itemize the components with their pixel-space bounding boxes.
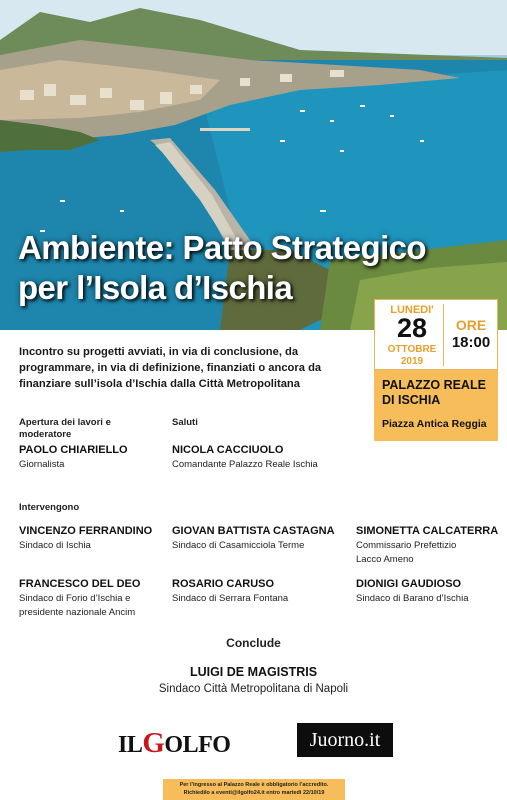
- speaker-role: Commissario Prefettizio Lacco Ameno: [356, 540, 457, 565]
- conclusion-role: Sindaco Città Metropolitana di Napoli: [158, 683, 349, 695]
- speaker-name: VINCENZO FERRANDINO: [19, 525, 153, 537]
- greetings-label: Saluti: [172, 417, 198, 428]
- opening-label: Apertura dei lavori e moderatore: [19, 417, 111, 440]
- speaker-role: Sindaco di Barano d’Ischia: [356, 593, 469, 604]
- date-divider: [443, 304, 444, 366]
- speaker-name: DIONIGI GAUDIOSO: [356, 578, 462, 590]
- speaker-name: ROSARIO CARUSO: [172, 578, 275, 590]
- event-title-line1: Ambiente: Patto Strategico: [18, 229, 426, 266]
- speaker-role: Sindaco di Casamicciola Terme: [172, 540, 305, 551]
- speaker-role: Sindaco di Serrara Fontana: [172, 593, 289, 604]
- intro-text: Incontro su progetti avviati, in via di conclusione, da programmare, in via di definizione, finanziati o ancora da finanziare sull’isola d’Ischia dalla Città Metropolitana: [19, 346, 322, 390]
- speaker-name: GIOVAN BATTISTA CASTAGNA: [172, 525, 335, 537]
- speaker-role: Sindaco di Forio d’Ischia e presidente nazionale Ancim: [19, 593, 136, 618]
- ilgolfo-logo: [118, 727, 230, 757]
- time-label: ORE: [455, 317, 487, 333]
- conclusion-label: Conclude: [226, 636, 281, 650]
- venue-place: Piazza Antica Reggia: [382, 418, 487, 430]
- day-number: 28: [396, 313, 428, 343]
- moderator-role: Giornalista: [19, 459, 65, 470]
- year: 2019: [400, 356, 424, 367]
- accreditation-note: [163, 779, 345, 800]
- accreditation-line2: Richiedilo a eventi@ilgolfo24.it entro martedì 22/10/19: [183, 789, 325, 796]
- ilgolfo-logo-olfo: OLFO: [164, 732, 231, 758]
- speakers-label: Intervengono: [19, 502, 80, 513]
- accreditation-line1: Per l’ingresso al Palazzo Reale è obbligatorio l’accredito.: [179, 782, 329, 788]
- ilgolfo-logo-g: G: [142, 727, 165, 759]
- event-title: [18, 228, 426, 308]
- month: OTTOBRE: [387, 344, 437, 355]
- speaker-name: FRANCESCO DEL DEO: [19, 578, 141, 590]
- greetings-name: NICOLA CACCIUOLO: [172, 444, 284, 456]
- ilgolfo-logo-il: IL: [118, 732, 143, 758]
- moderator-name: PAOLO CHIARIELLO: [19, 444, 128, 456]
- hero-photo: [0, 0, 507, 330]
- event-title-line2: per l’Isola d’Ischia: [18, 269, 293, 306]
- venue-name: PALAZZO REALE DI ISCHIA: [382, 378, 486, 407]
- day-name: LUNEDI': [390, 304, 434, 316]
- conclusion-name: LUIGI DE MAGISTRIS: [189, 665, 318, 679]
- date-panel: [374, 299, 498, 370]
- date-venue-box: [374, 299, 498, 441]
- venue-panel: [374, 370, 498, 441]
- greetings-role: Comandante Palazzo Reale Ischia: [172, 459, 318, 470]
- speaker-name: SIMONETTA CALCATERRA: [356, 525, 499, 537]
- event-time: 18:00: [451, 334, 491, 351]
- juorno-logo: Juorno.it: [297, 723, 393, 757]
- speaker-role: Sindaco di Ischia: [19, 540, 91, 551]
